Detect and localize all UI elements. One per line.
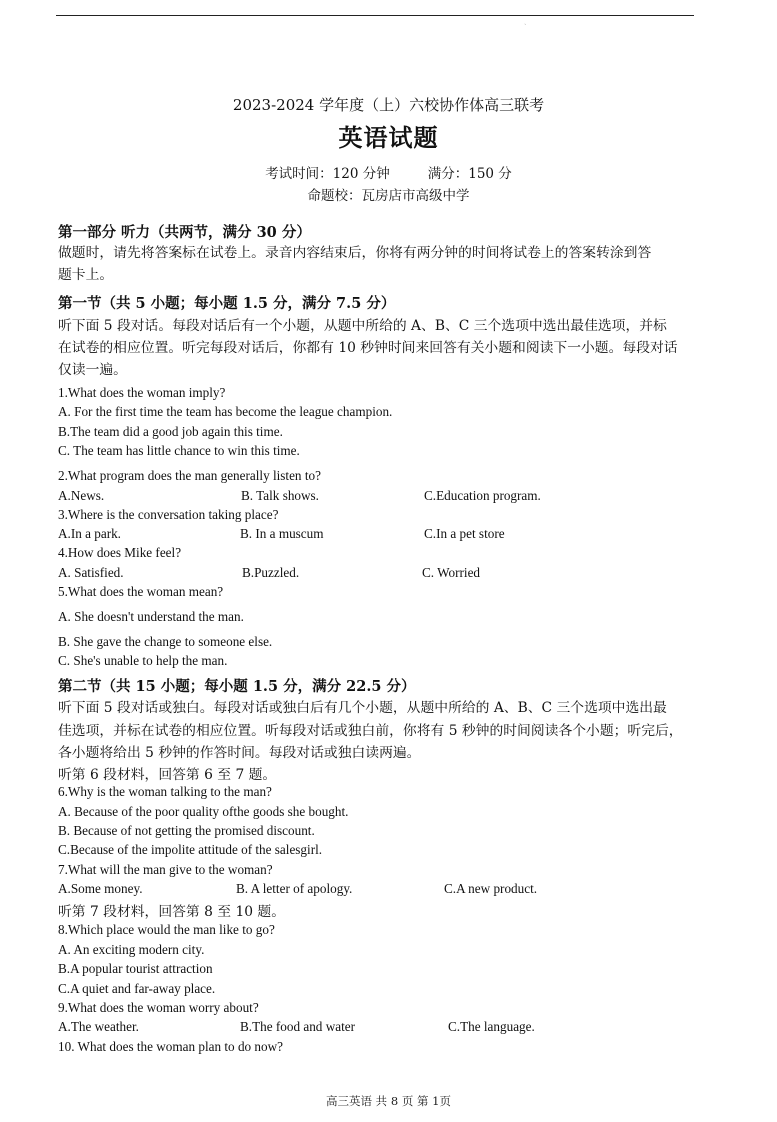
q6-option-c: C.Because of the impolite attitude of the salesgirl. [58, 842, 323, 857]
section1-instruction-2: 在试卷的相应位置。听完每段对话后，你都有 10 秒钟时间来回答有关小题和阅读下一小题。每段对话 [58, 340, 678, 356]
q3-stem: 3.Where is the conversation taking place? [58, 507, 279, 522]
section2-instruction-2: 佳选项，并标在试卷的相应位置。听每段对话或独白前，你将有 5 秒钟的时间阅读各个小题；听完后， [58, 723, 683, 739]
section1-instruction-1: 听下面 5 段对话。每段对话后有一个小题，从题中所给的 A、B、C 三个选项中选出最佳选项，并标 [58, 318, 667, 334]
q7-stem: 7.What will the man give to the woman? [58, 862, 273, 877]
q5-option-b: B. She gave the change to someone else. [58, 634, 273, 649]
q8-stem: 8.Which place would the man like to go? [58, 922, 275, 937]
top-rule [56, 15, 694, 16]
section2-heading: 第二节（共 15 小题；每小题 1.5 分，满分 22.5 分） [58, 678, 416, 695]
subject-title: 英语试题 [338, 123, 439, 152]
material-7-note: 听第 7 段材料，回答第 8 至 10 题。 [58, 904, 285, 920]
exam-meta [0, 162, 777, 182]
q1-stem: 1.What does the woman imply? [58, 385, 226, 400]
q9-option-a: A.The weather. [58, 1019, 139, 1034]
q2-option-a: A.News. [58, 488, 105, 503]
q4-option-c: C. Worried [422, 565, 481, 580]
q1-option-a: A. For the first time the team has become the league champion. [58, 404, 393, 419]
q4-stem: 4.How does Mike feel? [58, 545, 182, 560]
q6-option-a: A. Because of the poor quality ofthe goods she bought. [58, 804, 349, 819]
q7-option-c: C.A new product. [444, 881, 538, 896]
q3-option-b: B. In a muscum [240, 526, 324, 541]
q9-option-c: C.The language. [448, 1019, 535, 1034]
q9-stem: 9.What does the woman worry about? [58, 1000, 259, 1015]
q7-option-b: B. A letter of apology. [236, 881, 353, 896]
q2-stem: 2.What program does the man generally listen to? [58, 468, 321, 483]
q9-option-b: B.The food and water [240, 1019, 355, 1034]
q5-option-a: A. She doesn't understand the man. [58, 609, 244, 624]
q5-stem: 5.What does the woman mean? [58, 584, 224, 599]
q8-option-c: C.A quiet and far-away place. [58, 981, 216, 996]
q10-stem: 10. What does the woman plan to do now? [58, 1039, 283, 1054]
q8-option-a: A. An exciting modern city. [58, 942, 205, 957]
q5-option-c: C. She's unable to help the man. [58, 653, 228, 668]
part1-heading: 第一部分 听力（共两节，满分 30 分） [58, 224, 311, 241]
q6-stem: 6.Why is the woman talking to the man? [58, 784, 272, 799]
part1-instruction-2: 题卡上。 [58, 267, 114, 283]
q4-option-a: A. Satisfied. [58, 565, 124, 580]
q3-option-a: A.In a park. [58, 526, 121, 541]
q7-option-a: A.Some money. [58, 881, 143, 896]
q4-option-b: B.Puzzled. [242, 565, 300, 580]
q1-option-c: C. The team has little chance to win this time. [58, 443, 300, 458]
q3-option-c: C.In a pet store [424, 526, 505, 541]
q8-option-b: B.A popular tourist attraction [58, 961, 213, 976]
exam-time: 考试时间：120 分钟 [265, 166, 390, 182]
section1-instruction-3: 仅读一遍。 [58, 362, 127, 378]
material-6-note: 听第 6 段材料，回答第 6 至 7 题。 [58, 767, 277, 783]
section1-heading: 第一节（共 5 小题；每小题 1.5 分，满分 7.5 分） [58, 295, 396, 312]
q6-option-b: B. Because of not getting the promised discount. [58, 823, 315, 838]
part1-instruction-1: 做题时，请先将答案标在试卷上。录音内容结束后，你将有两分钟的时间将试卷上的答案转涂到答 [58, 245, 652, 261]
corner-mark: ` [524, 24, 527, 31]
q2-option-b: B. Talk shows. [241, 488, 319, 503]
page-footer: 高三英语 共 8 页 第 1页 [326, 1094, 451, 1108]
exam-title: 2023-2024 学年度（上）六校协作体高三联考 [232, 96, 545, 114]
section2-instruction-1: 听下面 5 段对话或独白。每段对话或独白后有几个小题，从题中所给的 A、B、C 三个选项中选出最 [58, 700, 667, 716]
q2-option-c: C.Education program. [424, 488, 541, 503]
q1-option-b: B.The team did a good job again this time. [58, 424, 283, 439]
section2-instruction-3: 各小题将给出 5 秒钟的作答时间。每段对话或独白读两遍。 [58, 745, 421, 761]
exam-score: 满分：150 分 [427, 166, 512, 182]
exam-school: 命题校：瓦房店市高级中学 [307, 188, 470, 204]
